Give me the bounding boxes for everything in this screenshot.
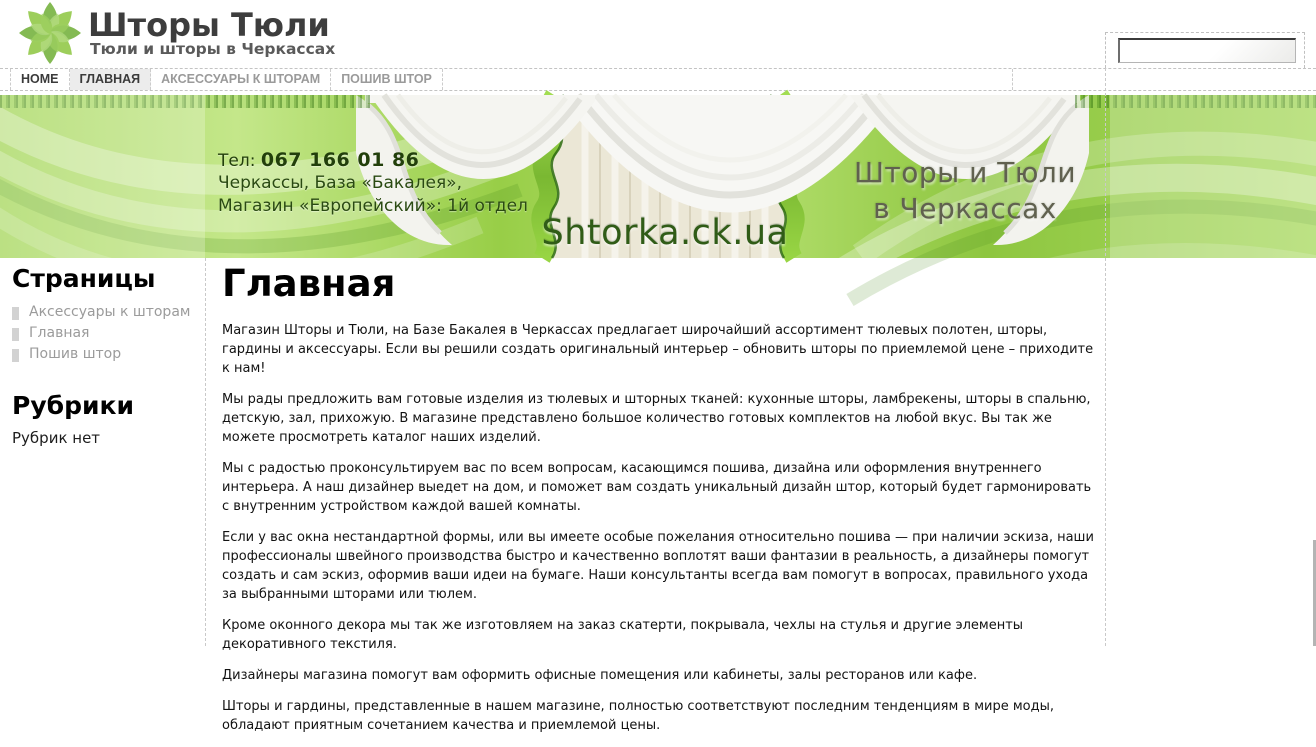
phone-number: 067 166 01 86 <box>260 149 420 171</box>
sidebar <box>12 264 200 447</box>
sidebar-divider <box>205 258 206 646</box>
nav-bottom-border <box>0 90 1316 91</box>
nav-item-aksessuary-k-shtoram[interactable]: АКСЕССУАРЫ К ШТОРАМ <box>151 69 331 90</box>
paragraph: Шторы и гардины, представленные в нашем магазине, полностью соответствуют последним тенденциям в мире моды, обладают приятным сочетанием качества и приемлемой цены. <box>222 699 1054 733</box>
nav-item-home[interactable]: HOME <box>10 69 70 90</box>
nav-item-glavnaya[interactable]: ГЛАВНАЯ <box>70 69 152 90</box>
sidebar-pages-title: Страницы <box>12 264 156 293</box>
search-box <box>1105 32 1305 68</box>
banner-slogan <box>845 155 1085 227</box>
sidebar-link-aksessuary-k-shtoram[interactable]: Аксессуары к шторам <box>29 304 191 320</box>
nav-item-poshiv-shtor[interactable]: ПОШИВ ШТОР <box>331 69 443 90</box>
banner-contact <box>218 149 528 217</box>
banner-fade-right <box>1110 95 1316 258</box>
sidebar-link-glavnaya[interactable]: Главная <box>29 325 90 341</box>
list-bullet-icon <box>12 328 19 341</box>
site-title[interactable]: Шторы Тюли <box>88 6 330 44</box>
right-column-divider <box>1105 68 1106 646</box>
paragraph: Дизайнеры магазина помогут вам оформить офисные помещения или кабинеты, залы ресторанов или кафе. <box>222 668 978 683</box>
pages-list <box>12 302 200 365</box>
paragraph: Мы с радостью проконсультируем вас по всем вопросам, касающимся пошива, дизайна или оформления внутреннего интерьера. А наш дизайнер выедет на дом, и поможет вам создать уникальный дизайн штор, который будет гармонировать с внутренним устройством каждой вашей комнаты. <box>222 461 1092 514</box>
list-item <box>12 323 200 344</box>
paragraph: Мы рады предложить вам готовые изделия из тюлевых и шторных тканей: кухонные шторы, ламбрекены, шторы в спальню, детскую, зал, прихожую. В магазине представлено большое количество готовых комплектов на любой вкус. Вы так же можете просмотреть каталог наших изделий. <box>222 392 1091 445</box>
phone-line <box>218 149 528 172</box>
main-content <box>222 262 1098 747</box>
page-title: Главная <box>222 262 396 305</box>
banner-fade-left <box>0 95 205 258</box>
address-line-1: Черкассы, База «Бакалея», <box>218 173 462 193</box>
banner-slogan-line-2: в Черкассах <box>873 192 1057 225</box>
address-line-2: Магазин «Европейский»: 1й отдел <box>218 195 528 216</box>
search-input[interactable] <box>1118 38 1296 63</box>
main-nav <box>10 69 443 90</box>
sidebar-link-poshiv-shtor[interactable]: Пошив штор <box>29 346 122 362</box>
list-bullet-icon <box>12 307 19 320</box>
list-item <box>12 344 200 365</box>
paragraph: Если у вас окна нестандартной формы, или вы имеете особые пожелания относительно пошива — при наличии эскиза, наши профессионалы швейного производства быстро и качественно воплотят ваши фантазии в реальность, а дизайнеры помогут создать и сам эскиз, оформив ваши идеи на бумаге. Наши консультанты всегда вам помогут в вопросах, правильного ухода за выбранными шторами или тюлем. <box>222 530 1094 602</box>
phone-label: Тел: <box>218 151 256 171</box>
nav-separator <box>1012 69 1013 90</box>
sidebar-rubrics-title: Рубрики <box>12 391 134 420</box>
banner-slogan-line-1: Шторы и Тюли <box>853 156 1077 189</box>
flower-logo-icon <box>10 1 88 67</box>
banner-site-url: Shtorka.ck.ua <box>541 213 789 253</box>
paragraph: Кроме оконного декора мы так же изготовляем на заказ скатерти, покрывала, чехлы на стулья и другие элементы декоративного текстиля. <box>222 618 1024 652</box>
list-bullet-icon <box>12 349 19 362</box>
paragraph: Магазин Шторы и Тюли, на Базе Бакалея в Черкассах предлагает широчайший ассортимент тюлевых полотен, шторы, гардины и аксессуары. Если вы решили создать оригинальный интерьер – обновить шторы по приемлемой цене – приходите к нам! <box>222 323 1094 376</box>
banner-image <box>0 95 1316 258</box>
site-tagline: Тюли и шторы в Черкассах <box>90 40 336 58</box>
list-item <box>12 302 200 323</box>
rubrics-empty-text: Рубрик нет <box>12 429 101 447</box>
